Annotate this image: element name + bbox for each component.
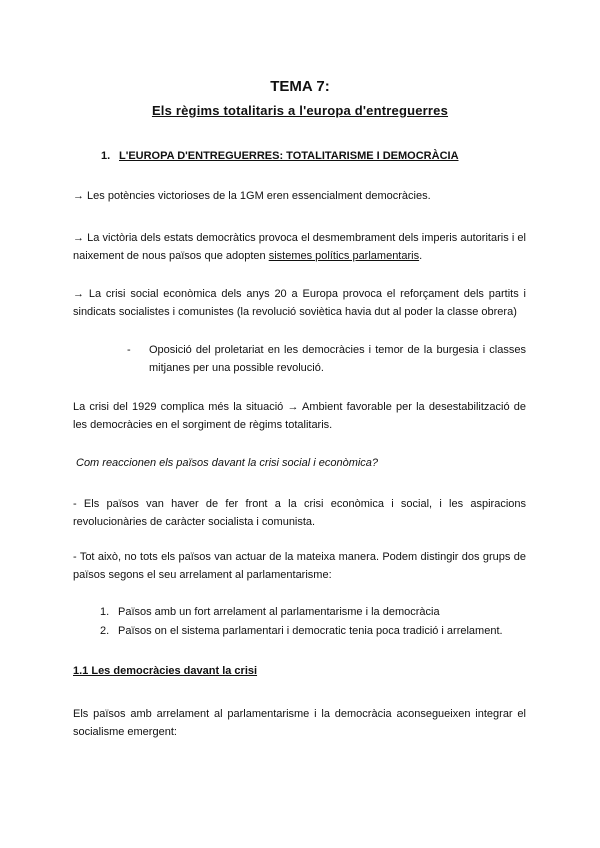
section-title: L'EUROPA D'ENTREGUERRES: TOTALITARISME I DEMOCRÀCIA xyxy=(119,150,459,162)
bullet-text: Oposició del proletariat en les democràcies i temor de la burgesia i classes mitjanes per una possible revolució. xyxy=(149,344,526,374)
section-number: 1. xyxy=(101,150,111,162)
section-heading-1-1: 1.1 Les democràcies davant la crisi xyxy=(73,665,258,677)
paragraph-2-end: . xyxy=(419,250,423,262)
paragraph-4: La crisi del 1929 complica més la situació → Ambient favorable per la desestabilització de les democràcies en el sorgiment de règims totalitaris. xyxy=(73,401,526,431)
list-text: Països on el sistema parlamentari i democratic tenia poca tradició i arrelament. xyxy=(118,625,503,637)
paragraph-5: - Els països van haver de fer front a la crisi econòmica i social, i les aspiracions revolucionàries de caràcter socialista i comunista. xyxy=(73,498,526,528)
paragraph-1: → Les potències victorioses de la 1GM eren essencialment democràcies. xyxy=(73,190,431,202)
paragraph-6: - Tot això, no tots els països van actuar de la mateixa manera. Podem distingir dos grups de països segons el seu arrelament al parlamentarisme: xyxy=(73,551,526,581)
page-title: TEMA 7: xyxy=(270,78,330,95)
paragraph-2-text: → La victòria dels estats democràtics provoca el desmembrament dels imperis autoritaris i el naixement de nous països que adopten xyxy=(73,232,526,262)
section-heading-1 xyxy=(101,150,459,162)
list-item xyxy=(100,606,440,618)
list-number: 2. xyxy=(100,625,110,637)
list-text: Països amb un fort arrelament al parlamentarisme i la democràcia xyxy=(118,606,440,618)
list-number: 1. xyxy=(100,606,110,618)
bullet-item xyxy=(127,341,526,377)
paragraph-3: → La crisi social econòmica dels anys 20 a Europa provoca el reforçament dels partits i sindicats socialistes i comunistes (la revolució soviètica havia dut al poder la classe obrera) xyxy=(73,288,526,318)
paragraph-2-underlined: sistemes polítics parlamentaris xyxy=(268,250,420,262)
paragraph-7: Els països amb arrelament al parlamentarisme i la democràcia aconsegueixen integrar el socialisme emergent: xyxy=(73,708,526,738)
page-subtitle: Els règims totalitaris a l'europa d'entreguerres xyxy=(151,103,449,118)
bullet-dash: - xyxy=(127,344,131,356)
paragraph-2 xyxy=(73,229,526,265)
list-item xyxy=(100,625,503,637)
question-line: Com reaccionen els països davant la crisi social i econòmica? xyxy=(76,457,379,469)
